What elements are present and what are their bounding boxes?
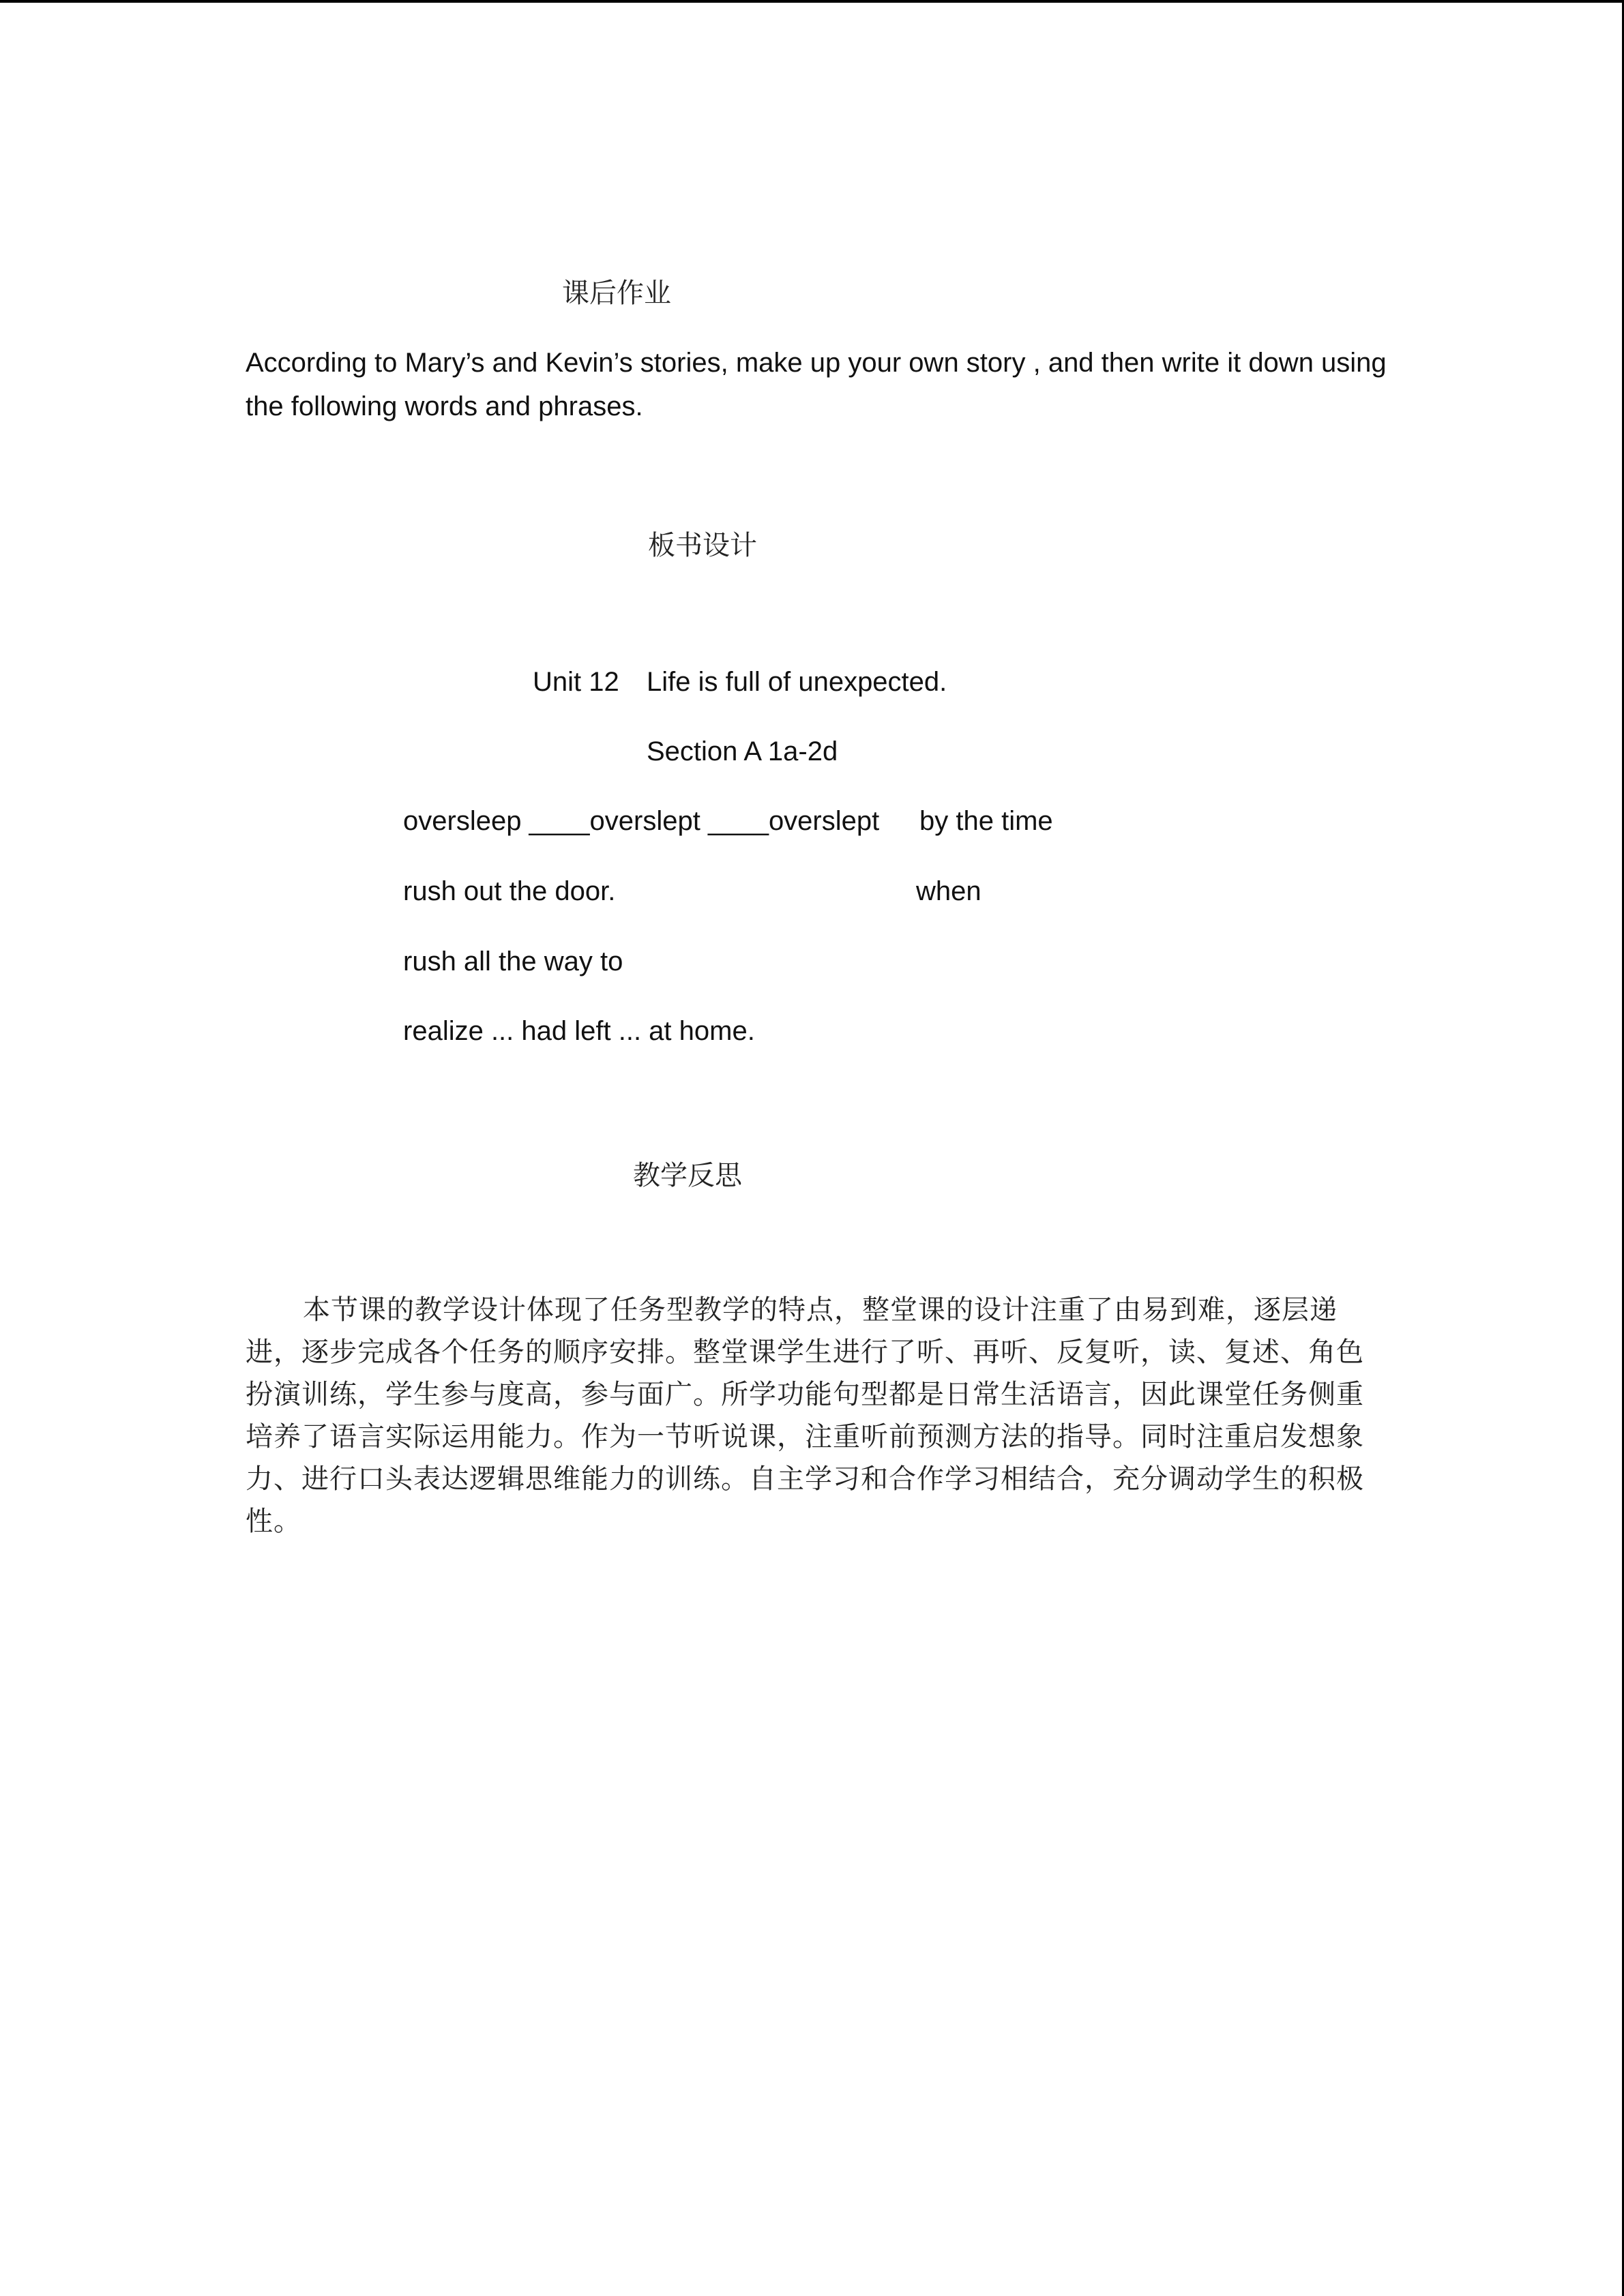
reflection-body: 本节课的教学设计体现了任务型教学的特点，整堂课的设计注重了由易到难，逐层递进，逐步完成各个任务的顺序安排。整堂课学生进行了听、再听、反复听，读、复述、角色扮演训练，学生参与度高，参与面广。所学功能句型都是日常生活语言，因此课堂任务侧重培养了语言实际运用能力。作为一节听说课，注重听前预测方法的指导。同时注重启发想象力、进行口头表达逻辑思维能力的训练。自主学习和合作学习相结合，充分调动学生的积极性。 [246,1294,1364,1537]
homework-instruction: According to Mary’s and Kevin’s stories, make up your own story , and then write it down using the following words and phrases. [246,348,1387,421]
homework-heading: 课后作业 [562,278,671,309]
reflection-heading: 教学反思 [633,1160,742,1191]
board-design-heading: 板书设计 [648,530,757,561]
board-row-2-right: when [916,876,981,906]
board-row-1-left: oversleep ____overslept ____overslept [403,806,880,836]
unit-title: Life is full of unexpected. [647,667,947,697]
board-row-4-left: realize ... had left ... at home. [403,1016,755,1046]
board-row-3-left: rush all the way to [403,946,623,976]
page-border-top [0,0,1624,3]
unit-label: Unit 12 [533,667,619,697]
board-row-1-right: by the time [919,806,1053,836]
section-label: Section A 1a-2d [647,736,838,766]
board-row-2-left: rush out the door. [403,876,616,906]
